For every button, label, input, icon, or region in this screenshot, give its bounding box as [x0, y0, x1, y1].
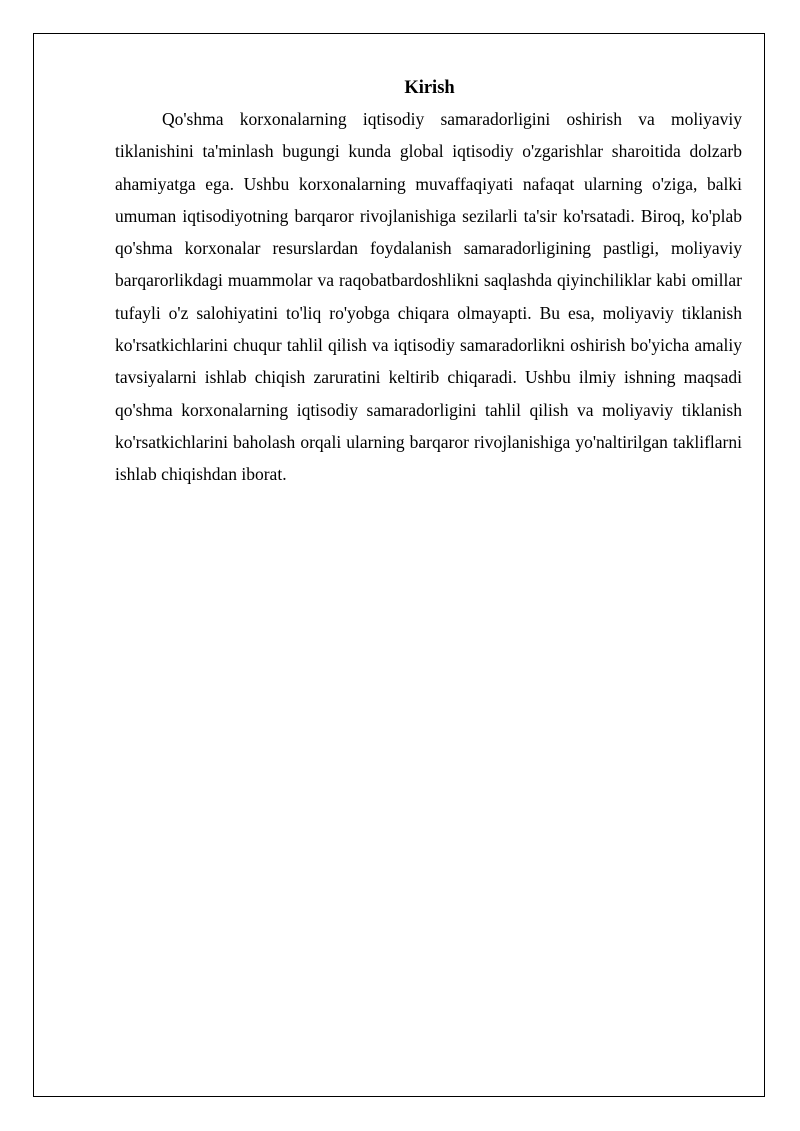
intro-paragraph: Qo'shma korxonalarning iqtisodiy samaradorligini oshirish va moliyaviy tiklanishini ta'minlash bugungi kunda global iqtisodiy o'zgarishlar sharoitida dolzarb ahamiyatga ega. Ushbu korxonalarning muvaffaqiyati nafaqat ularning o'ziga, balki umuman iqtisodiyotning barqaror rivojlanishiga sezilarli ta'sir ko'rsatadi. Biroq, ko'plab qo'shma korxonalar resurslardan foydalanish samaradorligining pastligi, moliyaviy barqarorlikdagi muammolar va raqobatbardoshlikni saqlashda qiyinchiliklar kabi omillar tufayli o'z salohiyatini to'liq ro'yobga chiqara olmayapti. Bu esa, moliyaviy tiklanish ko'rsatkichlarini chuqur tahlil qilish va iqtisodiy samaradorlikni oshirish bo'yicha amaliy tavsiyalarni ishlab chiqish zaruratini keltirib chiqaradi. Ushbu ilmiy ishning maqsadi qo'shma korxonalarning iqtisodiy samaradorligini tahlil qilish va moliyaviy tiklanish ko'rsatkichlarini baholash orqali ularning barqaror rivojlanishiga yo'naltirilgan takliflarni ishlab chiqishdan iborat. — [115, 109, 742, 485]
document-body — [115, 75, 742, 491]
section-heading: Kirish — [404, 78, 455, 98]
